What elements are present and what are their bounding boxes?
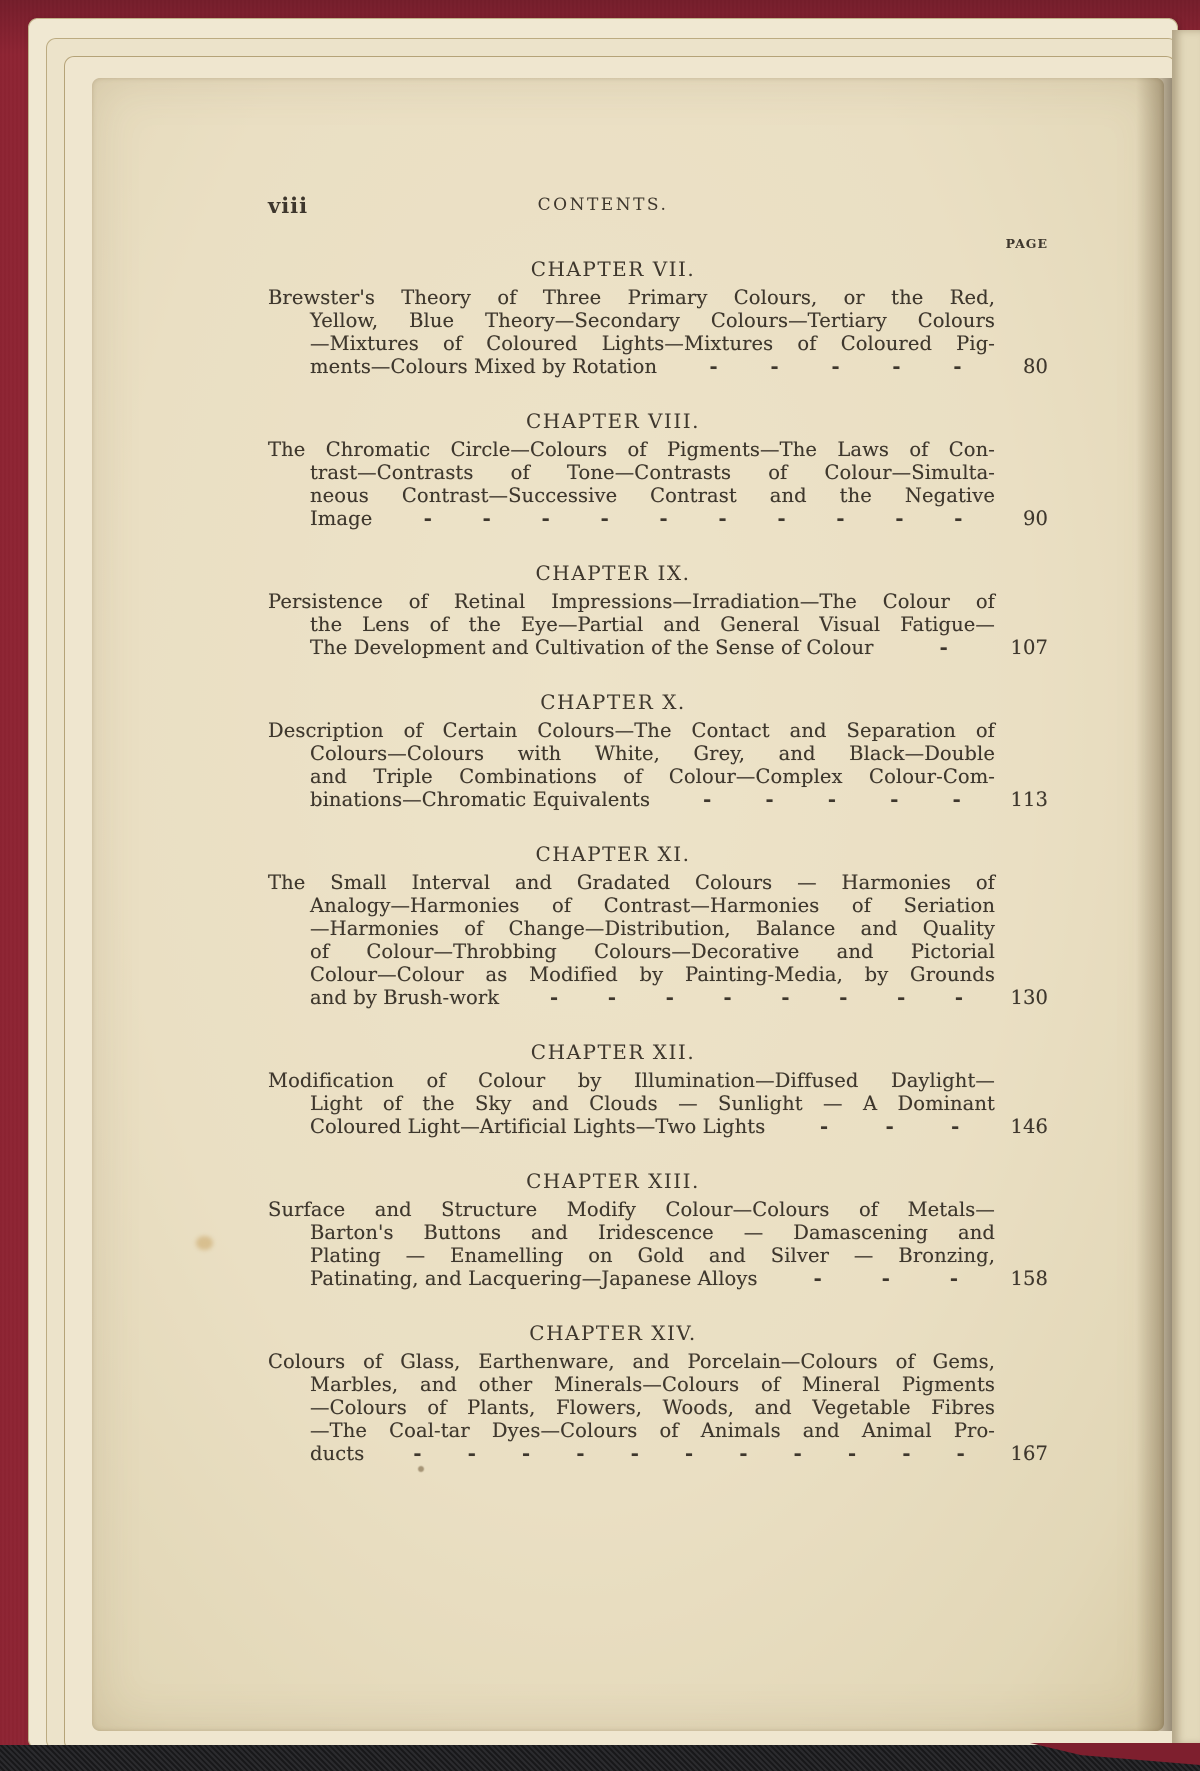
chapter-lastline-text: Patinating, and Lacquering—Japanese Alloys: [310, 1267, 758, 1290]
dash-leader: - - -: [820, 1115, 960, 1138]
dash-leader: - - - - -: [709, 355, 962, 378]
chapter-page-number: 167: [1010, 1442, 1048, 1465]
chapter-body: [268, 1198, 1048, 1290]
chapter-lastline-text: Coloured Light—Artificial Lights—Two Lights: [310, 1115, 766, 1138]
chapter-lastline: [310, 507, 1048, 530]
chapter-page-number: 146: [1010, 1115, 1048, 1138]
chapter-heading: CHAPTER X.: [540, 690, 686, 714]
toc-chapter: [268, 1169, 1048, 1290]
dash-leader: - - - - - - - -: [550, 986, 964, 1009]
chapter-line: Light of the Sky and Clouds — Sunlight — A Dominant: [310, 1092, 995, 1115]
chapter-lastline: [310, 355, 1048, 378]
toc-chapter: [268, 1040, 1048, 1138]
chapter-line: Surface and Structure Modify Colour—Colours of Metals—: [268, 1198, 995, 1221]
scan-cloth-background: [0, 1745, 1200, 1771]
chapter-heading: CHAPTER XII.: [530, 1040, 696, 1064]
chapter-line: the Lens of the Eye—Partial and General Visual Fatigue—: [310, 613, 995, 636]
chapter-lastline-text: binations—Chromatic Equivalents: [310, 788, 651, 811]
page-header: [268, 192, 1048, 224]
chapter-heading: CHAPTER VIII.: [525, 409, 700, 433]
chapter-line: Modification of Colour by Illumination—Diffused Daylight—: [268, 1069, 995, 1092]
chapter-lastline: [310, 986, 1048, 1009]
chapter-line: —The Coal-tar Dyes—Colours of Animals and Animal Pro-: [310, 1419, 995, 1442]
chapter-line: neous Contrast—Successive Contrast and the Negative: [310, 484, 995, 507]
chapter-body: [268, 1350, 1048, 1465]
toc-chapter: [268, 1321, 1048, 1465]
chapter-lastline-text: ducts: [310, 1442, 365, 1465]
toc-chapter: [268, 690, 1048, 811]
chapter-line: Colour—Colour as Modified by Painting-Media, by Grounds: [310, 963, 995, 986]
table-of-contents: [268, 236, 1048, 1496]
page-column-label: PAGE: [1005, 236, 1048, 251]
chapter-heading: CHAPTER XIII.: [526, 1169, 700, 1193]
chapter-body: [268, 286, 1048, 378]
chapter-line: —Colours of Plants, Flowers, Woods, and Vegetable Fibres: [310, 1396, 995, 1419]
chapter-heading: CHAPTER VII.: [530, 257, 696, 281]
chapter-lastline-text: Image: [310, 507, 373, 530]
chapter-line: Persistence of Retinal Impressions—Irradiation—The Colour of: [268, 590, 995, 613]
chapter-line: Barton's Buttons and Iridescence — Damascening and: [310, 1221, 995, 1244]
chapter-lastline: [310, 636, 1048, 659]
chapter-line: The Small Interval and Gradated Colours — Harmonies of: [268, 871, 995, 894]
chapter-page-number: 80: [1022, 355, 1048, 378]
dash-leader: - - - - - - - - - - -: [413, 1442, 965, 1465]
dash-leader: -: [939, 636, 948, 659]
chapter-lastline: [310, 1267, 1048, 1290]
chapter-lastline: [310, 1442, 1048, 1465]
running-head: CONTENTS.: [537, 195, 669, 215]
chapter-body: [268, 590, 1048, 659]
chapter-line: trast—Contrasts of Tone—Contrasts of Colour—Simulta-: [310, 461, 995, 484]
chapter-page-number: 113: [1010, 788, 1048, 811]
chapter-page-number: 130: [1010, 986, 1048, 1009]
chapter-line: Analogy—Harmonies of Contrast—Harmonies of Seriation: [310, 894, 995, 917]
chapter-lastline-text: and by Brush-work: [310, 986, 500, 1009]
chapter-heading: CHAPTER XI.: [535, 842, 691, 866]
chapter-lastline-text: The Development and Cultivation of the Sense of Colour: [310, 636, 874, 659]
chapter-body: [268, 438, 1048, 530]
toc-chapter: [268, 561, 1048, 659]
chapter-line: Marbles, and other Minerals—Colours of Mineral Pigments: [310, 1373, 995, 1396]
chapter-line: —Harmonies of Change—Distribution, Balance and Quality: [310, 917, 995, 940]
chapter-line: and Triple Combinations of Colour—Complex Colour-Com-: [310, 765, 995, 788]
toc-chapter: [268, 257, 1048, 378]
folio-number: viii: [268, 193, 309, 218]
chapter-line: The Chromatic Circle—Colours of Pigments—The Laws of Con-: [268, 438, 995, 461]
dash-leader: - - - - -: [703, 788, 961, 811]
chapter-page-number: 107: [1010, 636, 1048, 659]
chapter-line: Colours—Colours with White, Grey, and Black—Double: [310, 742, 995, 765]
chapter-body: [268, 1069, 1048, 1138]
dash-leader: - - -: [813, 1267, 959, 1290]
chapter-line: Plating — Enamelling on Gold and Silver — Bronzing,: [310, 1244, 995, 1267]
facing-leaf-edge: [1172, 30, 1200, 1745]
chapter-body: [268, 719, 1048, 811]
chapter-lastline: [310, 1115, 1048, 1138]
toc-chapter: [268, 842, 1048, 1009]
chapter-line: of Colour—Throbbing Colours—Decorative and Pictorial: [310, 940, 995, 963]
chapter-body: [268, 871, 1048, 1009]
chapter-line: Brewster's Theory of Three Primary Colours, or the Red,: [268, 286, 995, 309]
paper-stain: [196, 1236, 213, 1250]
chapter-line: Colours of Glass, Earthenware, and Porcelain—Colours of Gems,: [268, 1350, 995, 1373]
chapter-line: Description of Certain Colours—The Contact and Separation of: [268, 719, 995, 742]
toc-chapter: [268, 409, 1048, 530]
chapter-heading: CHAPTER XIV.: [529, 1321, 697, 1345]
chapter-page-number: 158: [1010, 1267, 1048, 1290]
dash-leader: - - - - - - - - - -: [423, 507, 963, 530]
gutter-shadow: [1136, 78, 1172, 1731]
chapter-heading: CHAPTER IX.: [535, 561, 691, 585]
chapter-lastline: [310, 788, 1048, 811]
toc-list: [268, 257, 1048, 1465]
chapter-line: Yellow, Blue Theory—Secondary Colours—Tertiary Colours: [310, 309, 995, 332]
chapter-lastline-text: ments—Colours Mixed by Rotation: [310, 355, 658, 378]
chapter-line: —Mixtures of Coloured Lights—Mixtures of Coloured Pig-: [310, 332, 995, 355]
chapter-page-number: 90: [1022, 507, 1048, 530]
